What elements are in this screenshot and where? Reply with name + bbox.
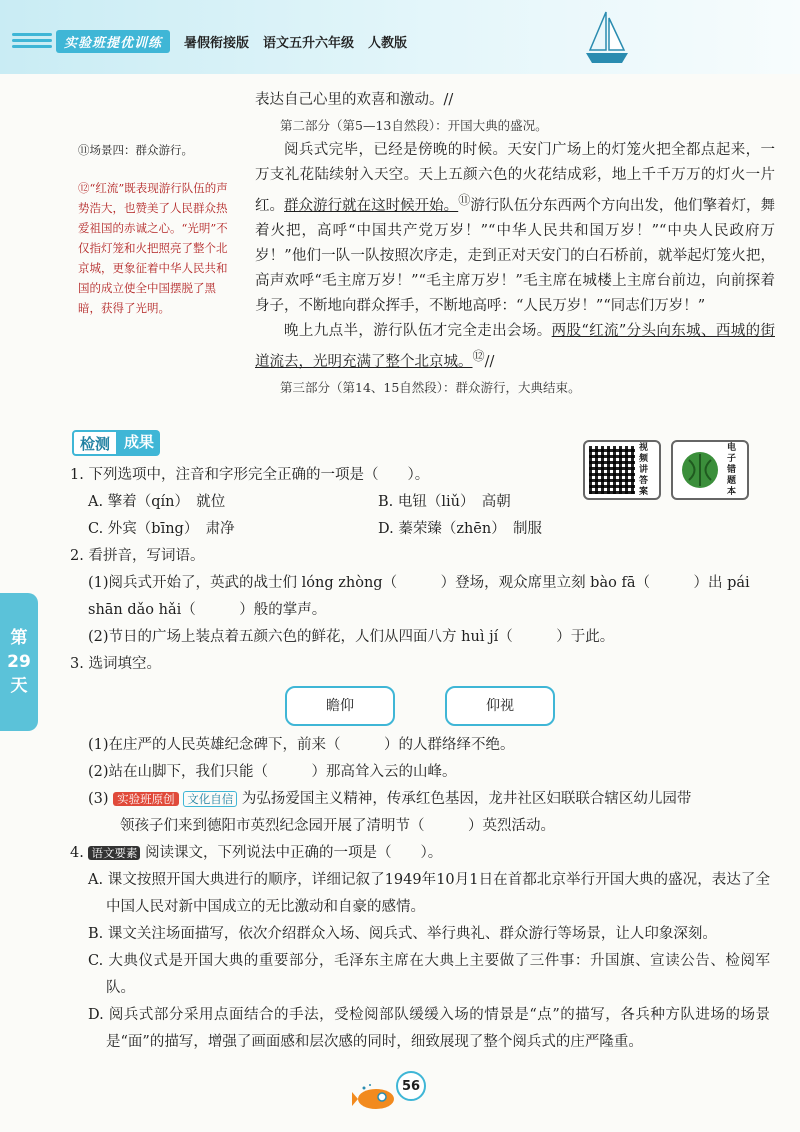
section-title [72,430,160,456]
section-title-left: 检测 [72,430,118,456]
note-marker: ⑪ [458,193,471,207]
question-3-sub-3-cont: 领孩子们来到德阳市英烈纪念园开展了清明节（ ）英烈活动。 [120,818,555,834]
qr-label: 电子错题本 [727,442,737,497]
page-header [0,0,800,74]
sub-text: 为弘扬爱国主义精神，传承红色基因，龙井社区妇联联合辖区幼儿园带 [241,791,692,807]
exercise-questions [70,462,770,1056]
passage-line: 表达自己心里的欢喜和激动。// [255,92,454,108]
header-publisher: 人教版 [368,35,408,51]
question-1-options-row [70,489,770,516]
paragraph-text: // [484,353,495,370]
day-tab [0,593,38,731]
part-three-note: 第三部分（第14、15自然段）：群众游行，大典结束。 [280,379,581,395]
page-number: 56 [396,1071,426,1101]
passage-paragraph-2 [255,319,775,375]
question-4-option-c[interactable]: C. 大典仪式是开国大典的重要部分，毛泽东主席在大典上主要做了三件事：升国旗、宣读公告、检阅军队。 [88,953,770,996]
question-4-stem [70,840,770,867]
qr-label: 视频讲答案 [639,442,649,497]
paragraph-text: 阅兵式完毕，已经是傍晚的时候。天安门广场上的灯笼火把全都点起来，一万支礼花陆续射入天空。天上五颜六色的火花结成彩，地上千千万万的灯火一片红。 [255,142,775,214]
margin-notes [78,140,238,318]
passage-text [255,88,775,400]
question-4-option-b[interactable]: B. 课文关注场面描写，依次介绍群众入场、阅兵式、举行典礼、群众游行等场景，让人印象深刻。 [88,926,717,942]
option-c[interactable]: C. 外宾（bīng） 肃净 [88,521,235,537]
underlined-sentence: 两股“红流”分头向东城、西城的街道流去，光明充满了整个北京城。 [255,322,775,370]
part-two-note: 第二部分（第5—13自然段）：开国大典的盛况。 [280,118,548,133]
question-2-sub-2: (2)节日的广场上装点着五颜六色的鲜花，人们从四面八方 huì jí（ ）于此。 [88,629,615,645]
question-1-options-row [70,516,770,543]
question-text: 阅读课文，下列说法中正确的一项是（ ）。 [145,845,443,861]
culture-tag: 文化自信 [183,791,237,807]
word-choice-1: 瞻仰 [285,686,395,726]
header-badge: 实验班提优训练 [56,30,170,53]
question-number: 4. [70,845,84,861]
question-4-option-d[interactable]: D. 阅兵式部分采用点面结合的手法，受检阅部队缓缓入场的情景是“点”的描写，各兵种方队进场的场景是“面”的描写，增强了画面感和层次感的同时，细致展现了整个阅兵式的庄严隆重。 [88,1007,770,1050]
underlined-sentence: 群众游行就在这时候开始。 [284,197,459,214]
question-2-sub-1-cont: shān dǎo hǎi（ ）般的掌声。 [88,602,327,618]
header-grade: 语文五升六年级 [263,35,355,51]
question-3-sub-1: (1)在庄严的人民英雄纪念碑下，前来（ ）的人群络绎不绝。 [88,737,515,753]
sailboat-icon [582,8,632,68]
header-stripes-decoration [12,33,52,49]
question-3-sub-2: (2)站在山脚下，我们只能（ ）那高耸入云的山峰。 [88,764,457,780]
note-marker: ⑫ [472,348,485,363]
day-tab-number: 29 [7,652,31,672]
day-tab-suffix: 天 [10,676,28,696]
submarine-fish-icon [350,1082,400,1112]
question-2-stem: 2. 看拼音，写词语。 [70,548,205,564]
word-choices [70,686,770,726]
question-3-stem: 3. 选词填空。 [70,656,161,672]
original-tag: 实验班原创 [113,792,179,806]
paragraph-text: 游行队伍分东西两个方向出发，他们擎着灯，舞着火把，高呼“中国共产党万岁！”“中华人民共和国万岁！”“中央人民政府万岁！”他们一队一队按照次序走，走到正对天安门的白石桥前，就举起灯笼火把，高声欢呼“毛主席万岁！”“毛主席万岁！”毛主席在城楼上主席台前边，向前探着身子，不断地向群众挥手，不断地高呼：“人民万岁！”“同志们万岁！” [255,197,776,314]
margin-note-11: ⑪场景四：群众游行。 [78,143,193,157]
word-choice-2: 仰视 [445,686,555,726]
section-title-right: 成果 [118,430,160,456]
paragraph-text: 晚上九点半，游行队伍才完全走出会场。 [284,322,552,339]
day-tab-prefix: 第 [10,628,28,648]
header-bar [56,30,616,52]
question-3-sub-3 [70,786,770,813]
question-4-option-a[interactable]: A. 课文按照开国大典进行的顺序，详细记叙了1949年10月1日在首都北京举行开国大典的盛况，表达了全中国人民对新中国成立的无比激动和自豪的感情。 [88,872,770,915]
passage-paragraph-1 [255,138,775,319]
option-d[interactable]: D. 蓁荣臻（zhēn） 制服 [378,521,542,537]
language-element-tag: 语文要素 [88,846,140,860]
header-edition: 暑假衔接版 [184,35,250,51]
option-a[interactable]: A. 擎着（qín） 就位 [88,494,226,510]
option-b[interactable]: B. 电钮（liǔ） 高朝 [378,494,511,510]
sub-number: (3) [88,791,109,807]
question-2-sub-1: (1)阅兵式开始了，英武的战士们 lóng zhòng（ ）登场，观众席里立刻 bào fā（ ）出 pái [88,575,750,591]
margin-note-12: ⑫“红流”既表现游行队伍的声势浩大，也赞美了人民群众热爱祖国的赤诚之心。“光明”不仅指灯笼和火把照亮了整个北京城，更象征着中华人民共和国的成立使全中国摆脱了黑暗，获得了光明。 [78,181,228,315]
question-1-stem: 1. 下列选项中，注音和字形完全正确的一项是（ ）。 [70,467,430,483]
